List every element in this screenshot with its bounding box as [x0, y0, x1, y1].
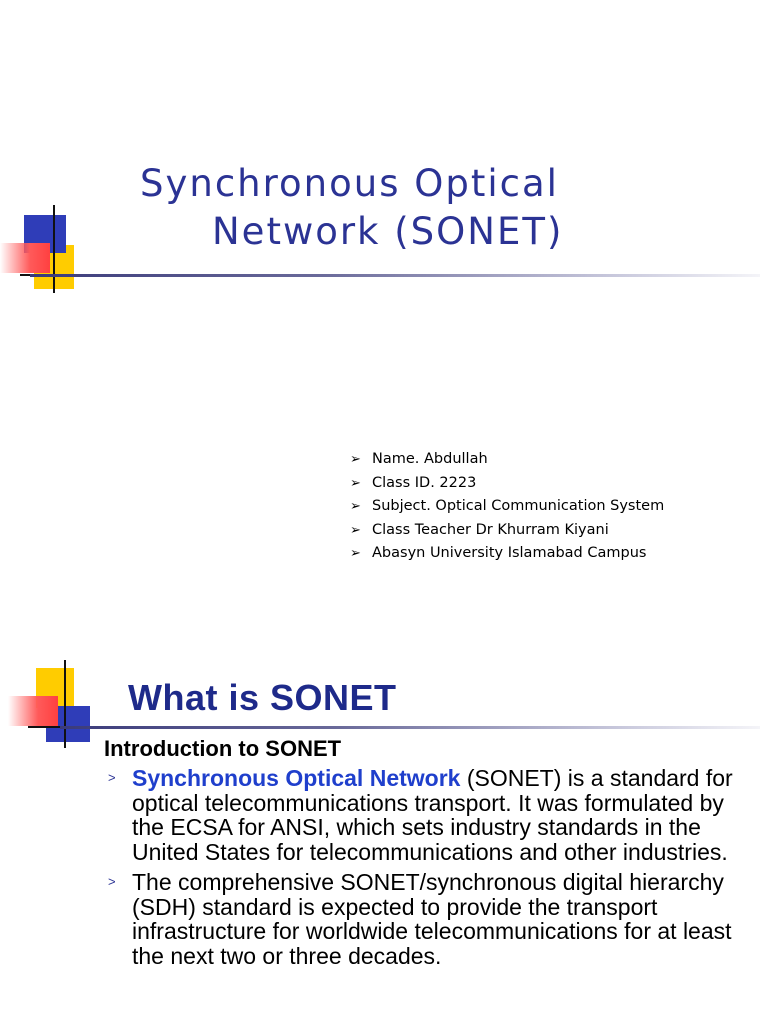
arrow-right-icon: ➢ [350, 522, 361, 538]
info-item-text: Class Teacher Dr Khurram Kiyani [372, 521, 609, 538]
presenter-info-list [350, 448, 664, 566]
slide-title: What is SONET [128, 677, 397, 718]
logo-red-bar [8, 696, 58, 726]
bullet-list [104, 766, 744, 974]
info-item-text: Subject. Optical Communication System [372, 498, 665, 514]
info-item-subject [350, 495, 664, 519]
title-underline-rule [60, 726, 760, 729]
arrow-right-icon: ➢ [350, 452, 361, 467]
arrow-right-icon: ➢ [350, 546, 361, 561]
slide-subheading: Introduction to SONET [104, 736, 342, 761]
logo-red-bar [0, 243, 50, 273]
arrow-right-icon: ➢ [350, 475, 361, 491]
slide-logo-squares [0, 205, 100, 295]
bullet-text: (SONET) is a standard for optical telecommunications transport. It was formulated by the ECSA for ANSI, which sets industry standards in the United States for telecommunications and other industries. [132, 765, 733, 865]
info-item-text: Name. Abdullah [372, 451, 488, 467]
logo-vertical-line [64, 660, 66, 748]
bullet-text: The comprehensive SONET/synchronous digital hierarchy (SDH) standard is expected to provide the transport infrastructure for worldwide telecommunications for at least the next two or three decades. [132, 869, 732, 969]
chevron-right-icon: > [108, 874, 116, 889]
info-item-university [350, 542, 664, 566]
slide-title-line2: Network (SONET) [212, 210, 564, 253]
info-item-name [350, 448, 664, 472]
content-slide [0, 640, 768, 1024]
slide-title [140, 160, 740, 256]
logo-vertical-line [53, 205, 55, 293]
info-item-teacher [350, 519, 664, 543]
bullet-item [104, 870, 744, 968]
bullet-highlight: Synchronous Optical Network [132, 765, 461, 791]
slide-logo-squares [8, 660, 108, 750]
title-underline-rule [30, 274, 760, 277]
chevron-right-icon: > [108, 770, 116, 785]
slide-title-line1: Synchronous Optical [140, 162, 559, 205]
info-item-class-id [350, 472, 664, 496]
info-item-text: Abasyn University Islamabad Campus [372, 545, 647, 561]
arrow-right-icon: ➢ [350, 499, 361, 514]
info-item-text: Class ID. 2223 [372, 474, 477, 491]
bullet-item [104, 766, 744, 864]
